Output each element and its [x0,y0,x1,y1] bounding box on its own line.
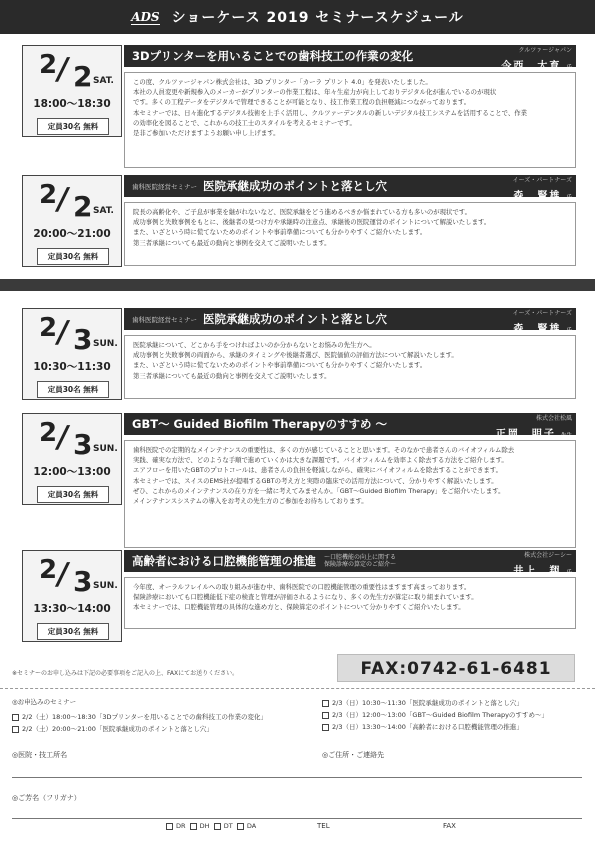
seminar-date [33,418,117,464]
speaker-org: 株式会社ジーシー [524,552,572,559]
speaker-name: 井上 翔 [513,566,562,577]
body-line: 成功事例と失敗事例の両面から、承継のタイミングや後継者選び、医院価値の評価方法について解説いたします。 [133,351,458,360]
seminar-category: 歯科医院経営セミナー [132,315,197,324]
seminar-title: 医院承継成功のポイントと落とし穴 [203,312,387,326]
title-bar [124,308,576,335]
attendee-name-field[interactable] [12,818,582,819]
capacity-label: 定員30名 無料 [37,248,109,265]
body-line: 保険診療においても口腔機能低下症の検査と管理が評価されるようになり、多くの先生方が算定に取り組まれています。 [133,593,478,602]
speaker-org: クルツァージャパン [518,47,572,54]
speaker [496,413,572,441]
body-line: 第三者承継についても最近の動向と事例を交えてご説明いたします。 [133,371,331,380]
role-label: DR [176,822,186,830]
role-options [166,822,296,830]
seminar-title: 高齢者における口腔機能管理の推進 [132,554,316,568]
speaker-honorific: 先生 [560,433,572,439]
seminar-description [124,577,576,629]
brand-logo: ADS [131,9,160,24]
body-line: 医院承継について、どこから手をつければよいのか分からないとお悩みの先生方へ。 [133,341,376,349]
seminar-date [33,180,117,226]
title-bar [124,550,576,577]
speaker-honorific: 氏 [566,328,572,334]
options-left [12,711,312,735]
day: 2 [73,60,93,93]
date-box [22,308,122,400]
clinic-name-field[interactable] [12,777,582,778]
speaker-honorific: 氏 [566,570,572,576]
fax-number: FAX:0742-61-6481 [337,654,575,682]
body-line: 歯科医院での定期的なメインテナンスの重要性は、多くの方が感じていることと思います。そのなかで患者さんのバイオフィルム除去 [133,446,515,454]
speaker-name: 今西 大育 [501,61,562,72]
body-line: 本社の人員変更や新規参入のメーカーがプリンターの作業工程は、年々生産力が向上しておりデジタル化が進んでいるのが現状 [133,88,497,97]
body-line: 成功事例と失敗事例をもとに、後継者の見つけ方や承継時の注意点、承継後の医院運営のポイントについて解説いたします。 [133,218,491,227]
seminar-category: 歯科医院経営セミナー [132,182,197,191]
checkbox[interactable] [12,714,19,721]
speaker-org: 株式会社松風 [535,415,572,422]
seminar-description [124,202,576,266]
date-slash: / [53,420,72,455]
seminar-time: 13:30～14:00 [33,603,111,615]
seminar-description [124,440,576,548]
speaker-name: 正岡 明子 [495,429,556,440]
address-label: ◎ご住所・ご連絡先 [322,751,385,759]
seminar-description [124,335,576,399]
weekday: SUN. [93,444,118,454]
month: 2 [39,50,58,80]
checkbox[interactable] [322,712,329,719]
day: 2 [73,190,93,223]
page-header [0,0,595,34]
body-line: 院長の高齢化や、ご子息が事業を継がれないなど、医院承継をどう進めるべきか悩まれている方も多いのが現状です。 [133,208,472,216]
body-line: メインテナンスシステムの導入をお考えの先生方のご参加をお待ちしております。 [133,497,368,506]
checkbox[interactable] [214,823,221,830]
seminar-description [124,72,576,168]
body-line: 本セミナーでは、スイスのEMS社が提唱するGBTの考え方と実際の臨床での活用方法について、分かりやすく解説いたします。 [133,476,498,485]
title-bar [124,413,576,440]
fax-field-label: FAX [443,822,456,830]
body-line: 今年度、オーラルフレイルへの取り組みが進む中、歯科医院での口腔機能管理の重要性はますます高まっております。 [133,583,471,591]
role-label: DH [199,822,210,830]
seminar-time: 12:00～13:00 [33,466,111,478]
month: 2 [39,555,58,585]
date-box [22,550,122,642]
body-line: この度、クルツァージャパン株式会社は、3D プリンター「カーラ プリント 4.0」を発表いたしました。 [133,78,432,86]
day: 3 [73,428,93,461]
option-label: 2/3（日）13:30～14:00「高齢者における口腔機能管理の推進」 [332,723,523,731]
seminar-date [33,50,117,96]
body-line: ぜひ、これからのメインテナンスの在り方を一緒に考えてみませんか。「GBT～Guided Biofilm Therapy」をご紹介いたします。 [133,486,505,495]
seminar-time: 10:30～11:30 [33,361,111,373]
options-right [322,697,584,733]
body-line: 是非ご参加いただけますようお願い申し上げます。 [133,129,280,138]
option-label: 2/3（日）10:30～11:30「医院承継成功のポイントと落とし穴」 [332,699,523,707]
date-slash: / [53,182,72,217]
date-slash: / [53,557,72,592]
capacity-label: 定員30名 無料 [37,118,109,135]
body-line: また、いざという時に慌てないためのポイントや事前準備についても分かりやすくご紹介いたします。 [133,361,427,370]
speaker-org: イーズ・パートナーズ [512,310,572,317]
clinic-name-label: ◎医院・技工所名 [12,751,68,759]
application-note: ※セミナーのお申し込みは下記の必要事項をご記入の上、FAXにてお送りください。 [12,670,239,677]
speaker [513,175,572,203]
option-label: 2/3（日）12:00～13:00「GBT～Guided Biofilm Therapyのすすめ～」 [332,711,548,719]
body-line: 本セミナーでは、日々進化するデジタル技術を上手く活用し、クルツァーデンタルの新しいデジタル技工システムを活用することで、作業 [133,108,528,117]
speaker-org: イーズ・パートナーズ [512,177,572,184]
date-slash: / [53,315,72,350]
checkbox[interactable] [322,724,329,731]
body-line: エアフローを用いたGBTのプロトコールは、患者さんの負担を軽減しながら、確実にバイオフィルムを除去することができます。 [133,466,503,475]
seminar-subtitle: ～口腔機能の向上に関する 保険診療の算定のご紹介～ [324,554,397,568]
body-line: 第三者承継についても最近の動向と事例を交えてご説明いたします。 [133,238,331,247]
body-line: 実践、確実な方法で、どのような手順で進めていくかは大きな課題です。バイオフィルムを効率よく除去する方法をご紹介します。 [133,456,508,465]
seminar-date [33,313,117,359]
weekday: SAT. [93,76,114,86]
body-line: の効率化を図ることで、これからの技工士のスタイルを考えるセミナーです。 [133,118,356,127]
day: 3 [73,565,93,598]
date-box [22,175,122,267]
option-label: 2/2（土）20:00～21:00「医院承継成功のポイントと落とし穴」 [22,725,213,733]
checkbox[interactable] [166,823,173,830]
seminar-date [33,555,117,601]
body-line: また、いざという時に慌てないためのポイントや事前準備についても分かりやすくご紹介いたします。 [133,228,427,237]
seminar-title: 3Dプリンターを用いることでの歯科技工の作業の変化 [132,49,414,63]
weekday: SAT. [93,206,114,216]
weekday: SUN. [93,339,118,349]
weekday: SUN. [93,581,118,591]
checkbox[interactable] [190,823,197,830]
cut-line [0,688,595,689]
speaker-honorific: 氏 [566,195,572,201]
option-label: 2/2（土）18:00～18:30「3Dプリンターを用いることでの歯科技工の作業の変化」 [22,713,268,721]
date-slash: / [53,52,72,87]
month: 2 [39,418,58,448]
role-label: DT [223,822,233,830]
checkbox[interactable] [322,700,329,707]
title-bar [124,45,576,72]
title-bar [124,175,576,202]
speaker [513,550,572,578]
attendee-name-label: ◎ご芳名（フリガナ） [12,794,81,802]
date-box [22,413,122,505]
day: 3 [73,323,93,356]
seminar-title: GBT～ Guided Biofilm Therapyのすすめ ～ [132,417,388,431]
speaker [513,308,572,336]
speaker-name: 森 賢雄 [513,191,562,202]
capacity-label: 定員30名 無料 [37,381,109,398]
month: 2 [39,180,58,210]
seminar-time: 18:00～18:30 [33,98,111,110]
body-line: 本セミナーでは、口腔機能管理の具体的な進め方と、保険算定のポイントについて分かりやすくご紹介いたします。 [133,603,465,612]
body-line: です。多くの工程データをデジタルで管理できることが可能となり、技工作業工程の負担軽減につながっております。 [133,98,471,107]
capacity-label: 定員30名 無料 [37,486,109,503]
checkbox[interactable] [12,726,19,733]
role-label: DA [246,822,257,830]
page-title: ショーケース 2019 セミナースケジュール [171,10,464,26]
speaker-name: 森 賢雄 [513,324,562,335]
checkbox[interactable] [237,823,244,830]
speaker-honorific: 氏 [566,65,572,71]
speaker [501,45,572,73]
seminar-title: 医院承継成功のポイントと落とし穴 [203,179,387,193]
capacity-label: 定員30名 無料 [37,623,109,640]
form-heading: ◎お申込みのセミナー [12,698,77,706]
section-divider [0,279,595,291]
seminar-time: 20:00～21:00 [33,228,111,240]
month: 2 [39,313,58,343]
date-box [22,45,122,137]
tel-label: TEL [317,822,330,830]
